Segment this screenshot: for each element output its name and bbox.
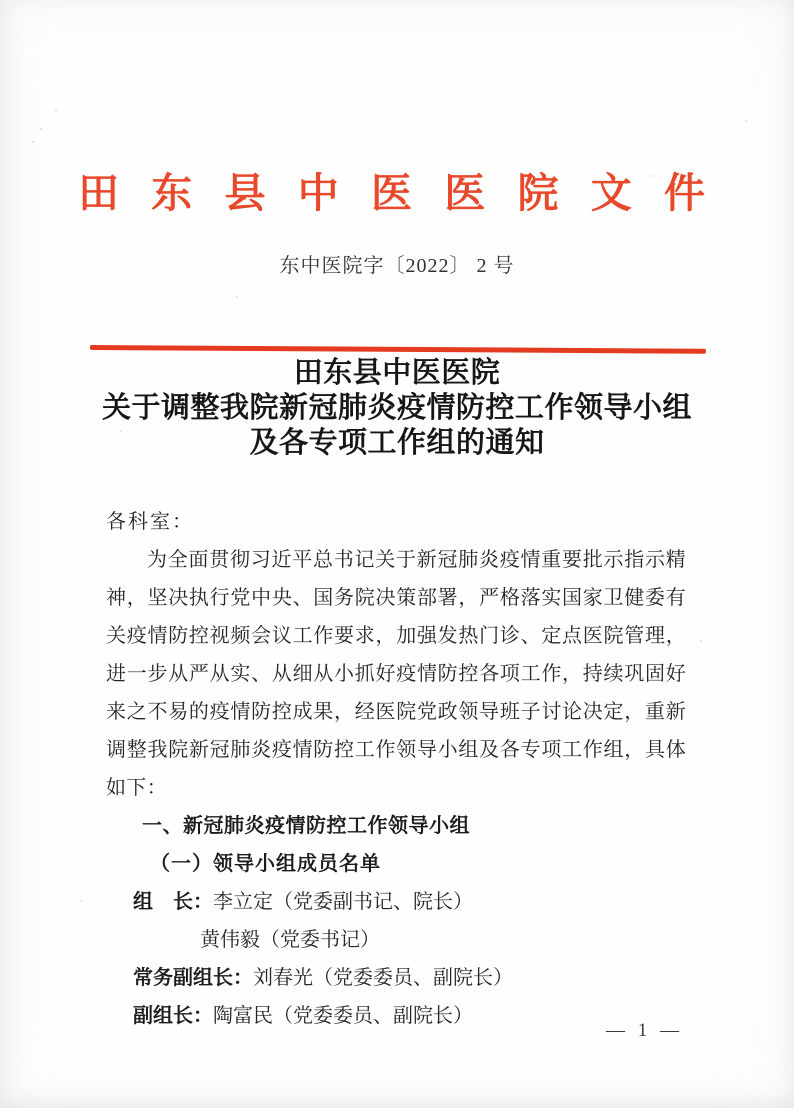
roster-member-name: 李立定（党委副书记、院长） [213, 891, 473, 913]
roster-row-leader-2 [133, 921, 686, 959]
doc-number: 东中医院字〔2022〕 2 号 [279, 255, 515, 277]
roster-row-deputy [133, 997, 686, 1035]
roster-member-name: 陶富民（党委委员、副院长） [213, 1005, 473, 1027]
roster-member-name: 刘春光（党委委员、副院长） [253, 967, 513, 989]
title-line-2: 关于调整我院新冠肺炎疫情防控工作领导小组 [101, 392, 692, 424]
roster-role-label: 副组长： [133, 1005, 213, 1027]
roster-row-exec-deputy [133, 959, 686, 997]
title-line-1: 田东县中医医院 [293, 357, 501, 389]
page-number: — 1 — [606, 1020, 683, 1041]
document-body [106, 503, 686, 1035]
roster-member-name: 黄伟毅（党委书记） [200, 929, 380, 951]
roster-role-label: 常务副组长： [133, 967, 253, 989]
salutation: 各科室： [106, 511, 194, 533]
title-line-3: 及各专项工作组的通知 [249, 427, 545, 459]
roster-role-label: 组 长： [133, 891, 213, 913]
section-1-heading: 一、新冠肺炎疫情防控工作领导小组 [142, 815, 470, 837]
leader-roster [106, 883, 686, 1035]
opening-paragraph: 为全面贯彻习近平总书记关于新冠肺炎疫情重要批示指示精神，坚决执行党中央、国务院决策部署，严格落实国家卫健委有关疫情防控视频会议工作要求，加强发热门诊、定点医院管理，进一步从严从实、从细从小抓好疫情防控各项工作，持续巩固好来之不易的疫情防控成果，经医院党政领导班子讨论决定，重新调整我院新冠肺炎疫情防控工作领导小组及各专项工作组，具体如下： [106, 549, 686, 799]
subsection-1-heading: （一）领导小组成员名单 [150, 853, 381, 875]
roster-row-leader [133, 883, 686, 921]
letterhead-title: 田 东 县 中 医 医 院 文 件 [78, 170, 716, 216]
document-title [0, 356, 794, 461]
red-divider-rule [90, 345, 706, 354]
